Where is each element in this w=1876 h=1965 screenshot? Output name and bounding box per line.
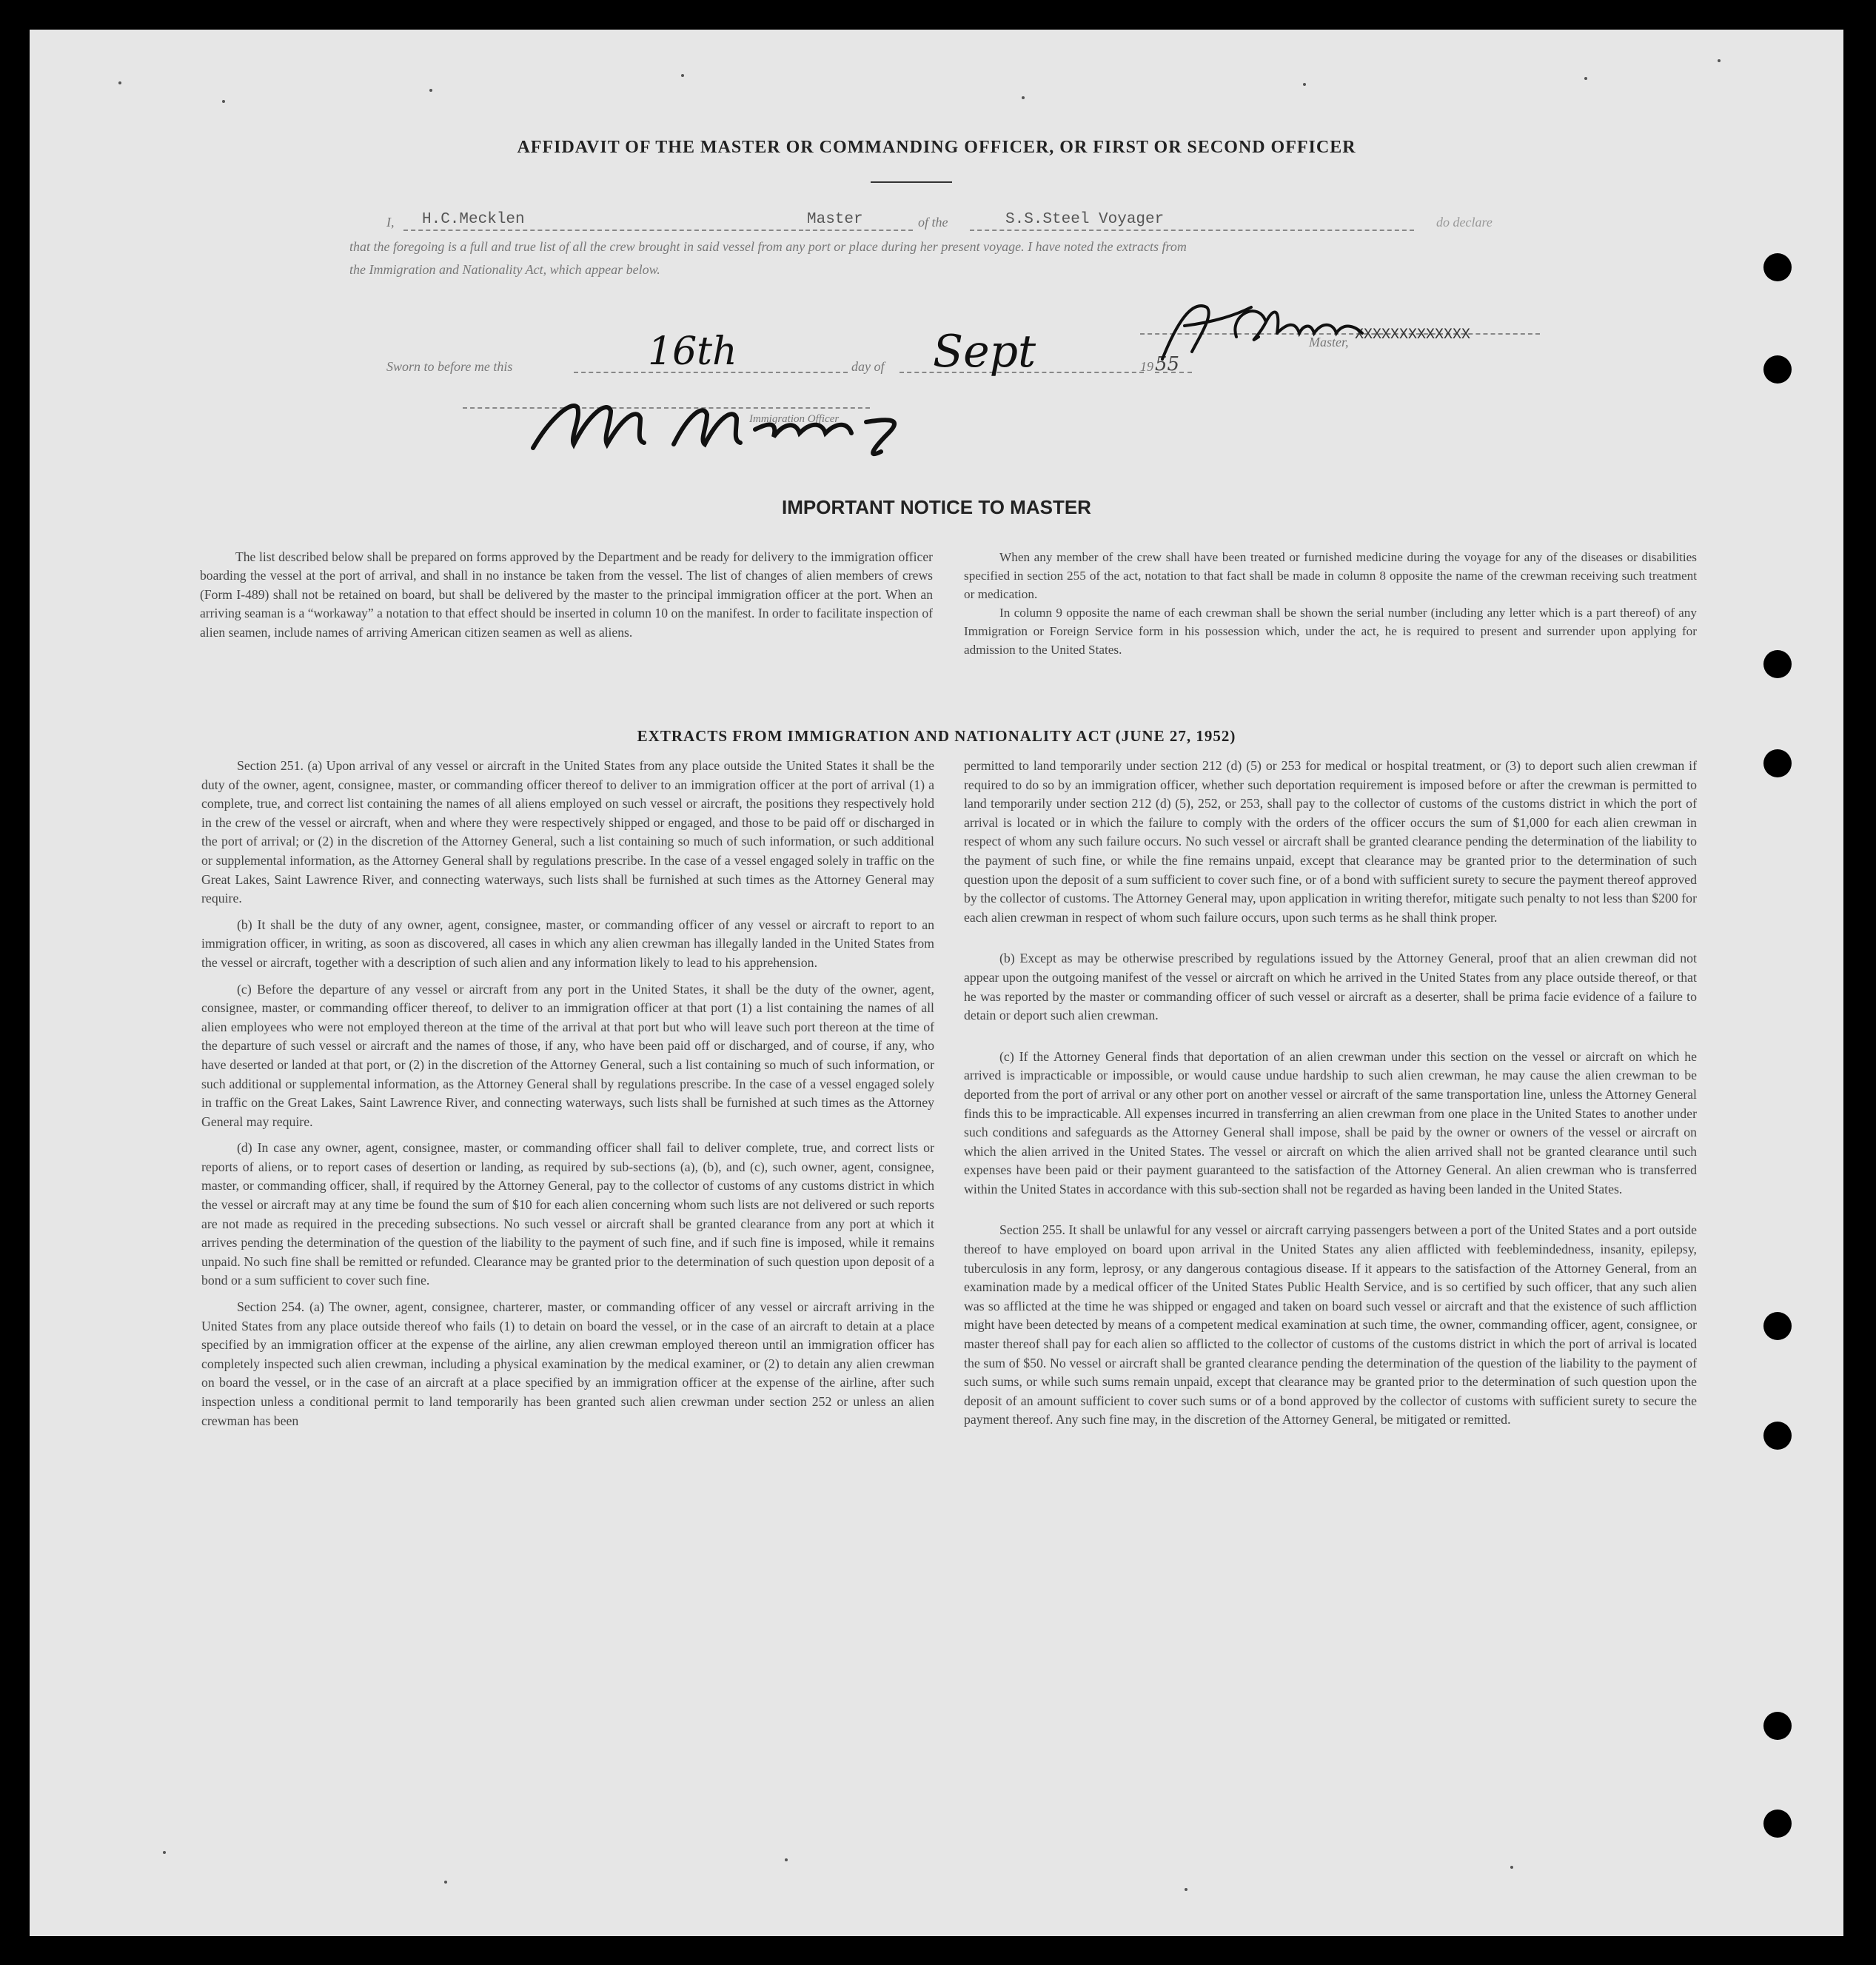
punch-hole [1763, 1422, 1792, 1450]
master-name-field[interactable]: H.C.Mecklen [422, 211, 525, 228]
rank-field[interactable]: Master [807, 211, 863, 228]
punch-hole [1763, 355, 1792, 384]
affidavit-line-2: that the foregoing is a full and true list of all the crew brought in said vessel from any port or place during her present voyage. I have noted the extracts from [349, 239, 1187, 254]
notice-right-text-1: When any member of the crew shall have been treated or furnished medicine during the voyage for any of the diseases or disabilities specified in section 255 of the act, notation to that fact shall be made in column 8 opposite the name of the crewman receiving such treatment or medication. [964, 550, 1697, 601]
affidavit-title: AFFIDAVIT OF THE MASTER OR COMMANDING OFFICER, OR FIRST OR SECOND OFFICER [517, 138, 1356, 157]
svg-text:Sept: Sept [933, 326, 1036, 378]
section-251c: (c) Before the departure of any vessel or aircraft from any port in the United States, it shall be the duty of the owner, agent, consignee, master, or commanding officer thereof, to deliver to an immigration officer at that port (1) a list containing the names of all alien employees who were not employed thereon at the time of the arrival at that port but who will leave such port thereon at the time of the departure of such vessel or aircraft and the names of those, if any, who have been paid off or discharged, and of course, if any, who have deserted or landed at that port, or (2) in the discretion of the Attorney General, such a list containing so much of such information, or such additional or supplemental information, as the Attorney General shall by regulations prescribe. In the case of a vessel engaged solely in traffic on the Great Lakes, Saint Lawrence River, and connecting waterways, such lists shall be furnished at such times as the Attorney General may require. [201, 981, 934, 1129]
punch-hole [1763, 749, 1792, 777]
sworn-label: Sworn to before me this [386, 359, 513, 374]
affidavit-line-3: the Immigration and Nationality Act, which appear below. [349, 262, 660, 277]
svg-text:XXXXXXXXXXXXX: XXXXXXXXXXXXX [1355, 327, 1471, 344]
speck [1022, 96, 1025, 99]
punch-hole [1763, 650, 1792, 678]
punch-hole [1763, 253, 1792, 281]
section-251b: (b) It shall be the duty of any owner, agent, consignee, master, or commanding officer of any vessel or aircraft to report to an immigration officer, in writing, as soon as discovered, all cases in which any alien crewman has illegally landed in the United States from the vessel or aircraft, together with a description of such alien and any information likely to lead to his apprehension. [201, 917, 934, 970]
vessel-field[interactable]: S.S.Steel Voyager [1005, 211, 1165, 228]
punch-hole [1763, 1810, 1792, 1838]
lead-i: I, [386, 215, 395, 230]
notice-title: IMPORTANT NOTICE TO MASTER [782, 496, 1091, 518]
officer-signature [518, 378, 962, 466]
do-declare-label: do declare [1436, 215, 1493, 230]
speck [1584, 77, 1587, 80]
document-page [30, 30, 1843, 1936]
speck [163, 1851, 166, 1854]
of-the-label: of the [918, 215, 948, 230]
year-prefix: 19 [1140, 359, 1153, 374]
speck [1185, 1888, 1187, 1891]
section-254a: Section 254. (a) The owner, agent, consignee, charterer, master, or commanding officer of any vessel or aircraft arriving in the United States from any place outside thereof who fails (1) to detain on board the vessel, or in the case of an aircraft to detain at a place specified by an immigration officer at the expense of the airline, any alien crewman employed thereon until an immigration officer has completely inspected such alien crewman, including a physical examination by the medical examiner, or (2) to detain any alien crewman on board the vessel, or in the case of an aircraft at a place specified by an immigration officer at the expense of the airline, after such inspection unless a conditional permit to land temporarily has been granted such alien crewman under section 252 or unless an alien crewman has been [201, 1299, 934, 1428]
speck [222, 100, 225, 103]
punch-hole [1763, 1312, 1792, 1340]
speck [444, 1881, 447, 1884]
notice-right-column [964, 548, 1697, 666]
notice-left-column [200, 548, 933, 649]
name-underline [403, 230, 803, 231]
master-signature [1148, 292, 1384, 374]
section-254b: (b) Except as may be otherwise prescribed by regulations issued by the Attorney General, proof that an alien crewman did not appear upon the outgoing manifest of the vessel or aircraft on which he arrived in the United States from any place outside thereof, or that he was reported by the master or commanding officer of such vessel or aircraft as a deserter, shall be prima facie evidence of a failure to detain or deport such alien crewman. [964, 951, 1697, 1023]
rank-underline [805, 230, 913, 231]
svg-text:55: 55 [1155, 353, 1180, 375]
extracts-left-column [201, 757, 934, 1438]
vessel-underline [970, 230, 1414, 231]
immigration-officer-label: Immigration Officer [749, 413, 840, 425]
notice-right-text-2: In column 9 opposite the name of each crewman shall be shown the serial number (including any letter which is a part thereof) of any Immigration or Foreign Service form in his possession which, under the act, he is required to present and surrender upon applying for admission to the United States. [964, 606, 1697, 657]
svg-text:16th: 16th [648, 329, 737, 374]
extracts-title: EXTRACTS FROM IMMIGRATION AND NATIONALITY ACT (JUNE 27, 1952) [637, 727, 1236, 745]
speck [429, 89, 432, 92]
master-label: Master, [1309, 335, 1349, 349]
section-255: Section 255. It shall be unlawful for any vessel or aircraft carrying passengers between a port of the United States and a port outside thereof to have employed on board upon arrival in the United States any alien afflicted with feeblemindedness, insanity, epilepsy, tuberculosis in any form, leprosy, or any dangerous contagious disease. If it appears to the satisfaction of the Attorney General, from an examination made by a medical officer of the United States Public Health Service, and is so certified by such officer, that any such alien was so afflicted at the time he was shipped or engaged and taken on board such vessel or aircraft and that the existence of such affliction might have been detected by means of a competent medical examination at such time, the owner, commanding officer, agent, consignee, or master thereof shall pay for each alien so afflicted to the collector of customs of the customs district in which the port of arrival is located the sum of $50. No vessel or aircraft shall be granted clearance pending the determination of the question of the liability to the payment of such sums, or while such sums remain unpaid, except that clearance may be granted prior to the determination of such question upon the deposit of an amount sufficient to cover such sums or of a bond approved by the collector of customs with sufficient surety to secure the payment thereof. Any such fine may, in the discretion of the Attorney General, be mitigated or remitted. [964, 1222, 1697, 1427]
speck [1510, 1866, 1513, 1869]
notice-left-text: The list described below shall be prepared on forms approved by the Department and be ready for delivery to the immigration officer boarding the vessel at the port of arrival, and shall in no instance be taken from the vessel. The list of changes of alien members of crews (Form I-489) shall not be retained on board, but shall be delivered by the master to the principal immigration officer at the port. When an arriving seaman is a “workaway” a notation to that effect should be inserted in column 10 on the manifest. In order to facilitate inspection of alien seamen, include names of arriving American citizen seamen as well as aliens. [200, 549, 933, 640]
speck [1718, 59, 1721, 62]
handwritten-day [644, 320, 748, 379]
punch-hole [1763, 1712, 1792, 1740]
speck [1303, 83, 1306, 86]
speck [785, 1858, 788, 1861]
speck [681, 74, 684, 77]
section-251a: Section 251. (a) Upon arrival of any vessel or aircraft in the United States from any place outside the United States it shall be the duty of the owner, agent, consignee, master, or commanding officer thereof to deliver to an immigration officer at the port of arrival (1) a complete, true, and correct list containing the names of all aliens employed on such vessel or aircraft, the positions they respectively hold in the crew of the vessel or aircraft, when and where they were respectively shipped or engaged, and those to be paid off or discharged in the port of arrival; or (2) in the discretion of the Attorney General, such a list containing so much of such information, or such additional or supplemental information, as the Attorney General shall by regulations prescribe. In the case of a vessel engaged solely in traffic on the Great Lakes, Saint Lawrence River, and connecting waterways, such lists shall be furnished at such times as the Attorney General may require. [201, 758, 934, 906]
extracts-right-column [964, 757, 1697, 1437]
section-251d: (d) In case any owner, agent, consignee, master, or commanding officer shall fail to deliver complete, true, and correct lists or reports of aliens, or to report cases of desertion or landing, as required by sub-sections (a), (b), and (c), such owner, agent, consignee, master, or commanding officer, shall, if required by the Attorney General, pay to the collector of customs of any customs district in which the vessel or aircraft may at any time be found the sum of $10 for each alien concerning whom such lists are not delivered or such reports are not made as required in the preceding subsections. No such vessel or aircraft shall be granted clearance from any port at which it arrives pending the determination of the question of the liability to the payment of such fine, and if such fine is imposed, while it remains unpaid. No such fine shall be remitted or refunded. Clearance may be granted prior to the determination of such question upon deposit of a bond or a sum sufficient to cover such fine. [201, 1140, 934, 1288]
section-254c: (c) If the Attorney General finds that deportation of an alien crewman under this section on the vessel or aircraft on which he arrived is impracticable or impossible, or would cause undue hardship to such alien crewman, he may cause the alien crewman to be deported from the port of arrival or any other port on another vessel or aircraft of the same transportation line, unless the Attorney General finds this to be impracticable. All expenses incurred in transferring an alien crewman from one place in the United States to another under such conditions and safeguards as the Attorney General shall impose, shall be paid by the owner or owners of the vessel or aircraft on which the alien arrived in the United States. The vessel or aircraft on which the alien arrived shall not be granted clearance until such expenses have been paid or their payment guaranteed to the satisfaction of the Attorney General. An alien crewman who is transferred within the United States in accordance with this sub-section shall not be regarded as having been landed in the United States. [964, 1048, 1697, 1196]
speck [118, 81, 121, 84]
title-rule [871, 181, 952, 183]
day-of-label: day of [851, 359, 885, 374]
section-254a-continued: permitted to land temporarily under section 212 (d) (5) or 253 for medical or hospital treatment, or (3) to deport such alien crewman if required to do so by an immigration officer, whether such deportation requirement is imposed before or after the crewman is permitted to land temporarily under section 212 (d) (5), 252, or 253, shall pay to the collector of customs of the customs district in which the port of arrival is located or in which the failure to comply with the orders of the officer occurs the sum of $1,000 for each alien crewman in respect of whom any such failure occurs. No such vessel or aircraft shall be granted clearance pending the determination of the liability to the payment of such fine, or while the fine remains unpaid, except that clearance may be granted prior to the determination of such question upon the deposit of a sum sufficient to cover such fine, or of a bond with sufficient surety to secure the payment thereof approved by the collector of customs. The Attorney General may, upon application in writing therefor, mitigate such penalty to not less than $200 for each alien crewman in respect of whom such failure occurs, upon such terms as he shall think proper. [964, 758, 1697, 925]
